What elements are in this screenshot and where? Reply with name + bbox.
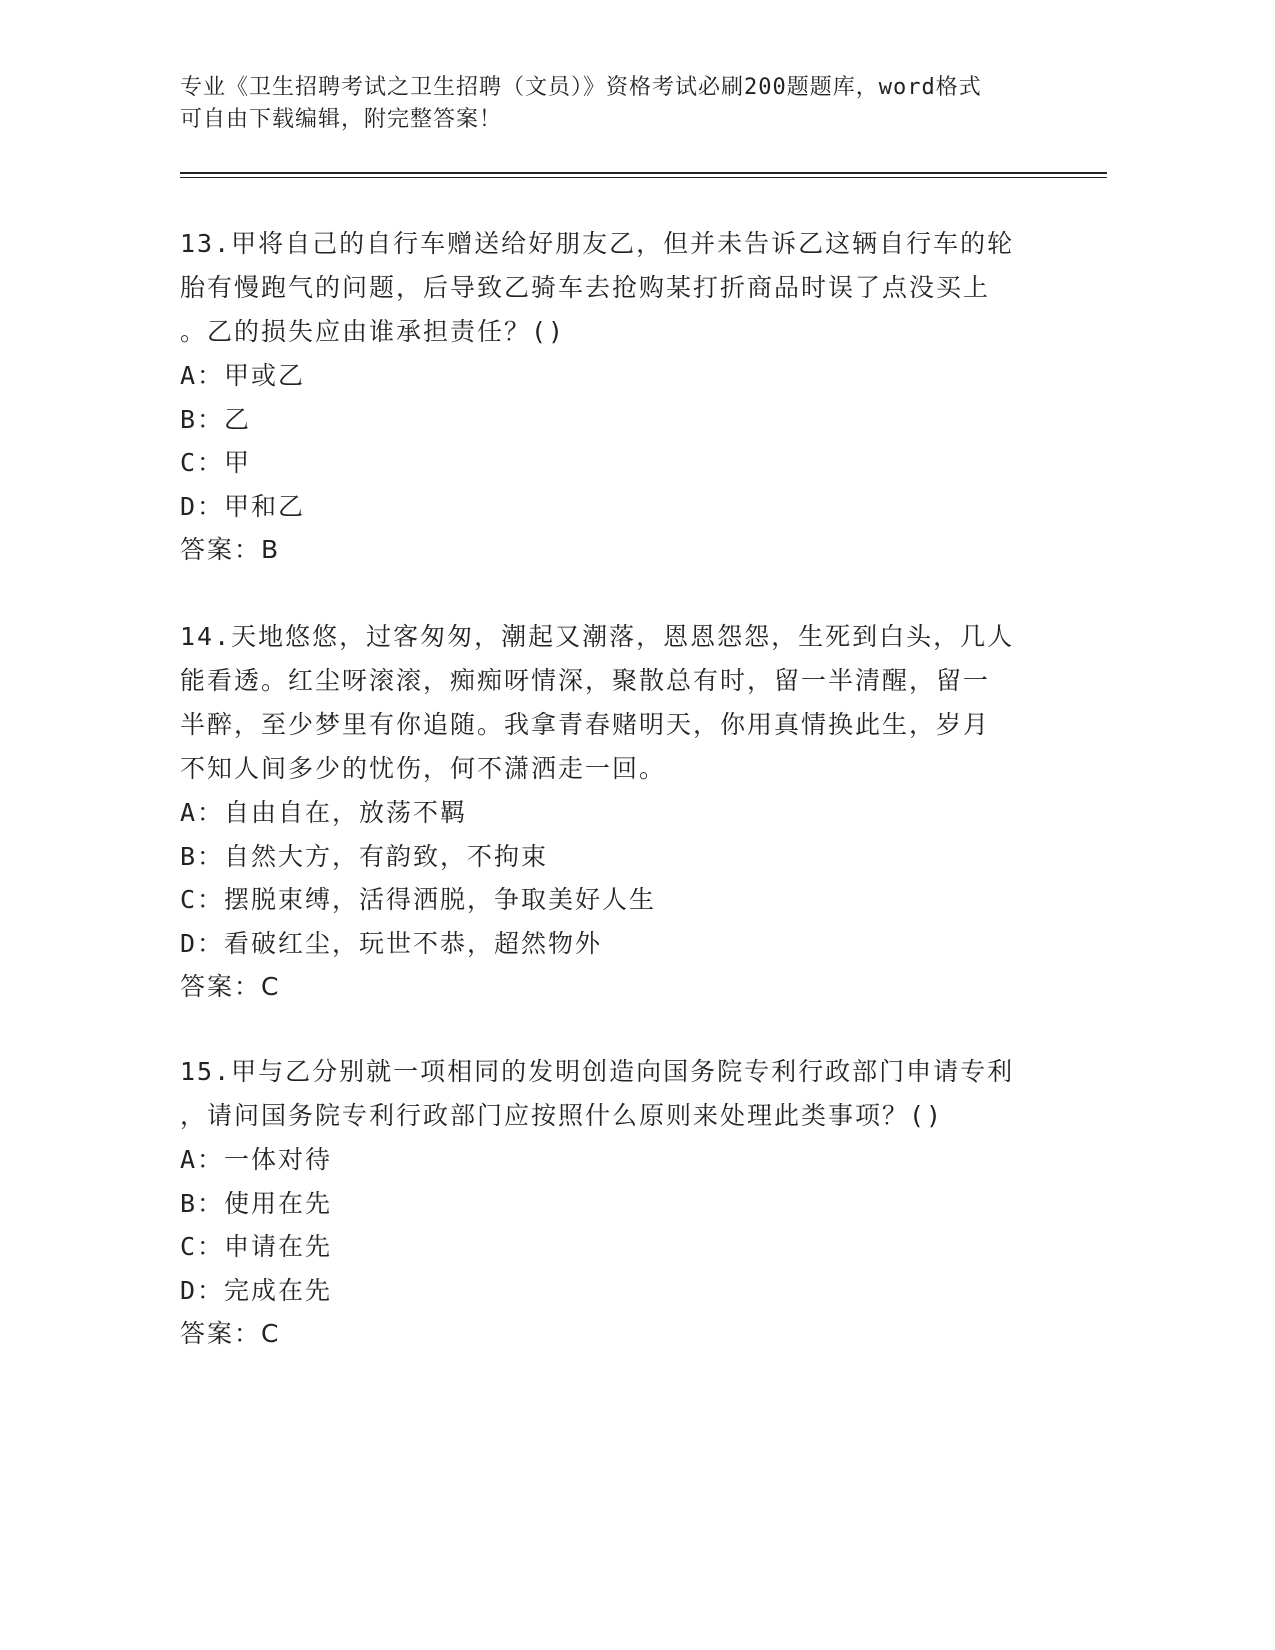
option-d: D：完成在先 bbox=[180, 1275, 333, 1305]
question-text-line: 半醉，至少梦里有你追随。我拿青春赌明天，你用真情换此生，岁月 bbox=[180, 710, 991, 739]
option-d: D：甲和乙 bbox=[180, 491, 306, 521]
header-divider-thin bbox=[180, 177, 1107, 178]
document-header bbox=[180, 72, 1040, 136]
option-b: B：使用在先 bbox=[180, 1188, 333, 1218]
option-a: A：自由自在，放荡不羁 bbox=[180, 798, 468, 827]
question-text-line: 15.甲与乙分别就一项相同的发明创造向国务院专利行政部门申请专利 bbox=[180, 1057, 1015, 1086]
question-text-line: 。乙的损失应由谁承担责任？() bbox=[180, 317, 566, 346]
option-c: C：摆脱束缚，活得洒脱，争取美好人生 bbox=[180, 885, 657, 914]
question-text-line: 13.甲将自己的自行车赠送给好朋友乙，但并未告诉乙这辆自行车的轮 bbox=[180, 229, 1015, 258]
question-15 bbox=[180, 1050, 1060, 1356]
question-text-line: ，请问国务院专利行政部门应按照什么原则来处理此类事项？() bbox=[180, 1101, 944, 1130]
option-c: C：甲 bbox=[180, 448, 252, 477]
question-14 bbox=[180, 615, 1060, 1009]
question-text-line: 14.天地悠悠，过客匆匆，潮起又潮落，恩恩怨怨，生死到白头，几人 bbox=[180, 622, 1015, 651]
header-divider bbox=[180, 172, 1107, 174]
option-b: B：乙 bbox=[180, 404, 252, 434]
option-a: A：甲或乙 bbox=[180, 361, 306, 390]
question-13 bbox=[180, 222, 1060, 572]
question-text-line: 能看透。红尘呀滚滚，痴痴呀情深，聚散总有时，留一半清醒，留一 bbox=[180, 666, 991, 695]
option-d: D：看破红尘，玩世不恭，超然物外 bbox=[180, 928, 603, 958]
option-b: B：自然大方，有韵致，不拘束 bbox=[180, 841, 549, 871]
question-text-line: 胎有慢跑气的问题，后导致乙骑车去抢购某打折商品时误了点没买上 bbox=[180, 273, 991, 302]
header-line-2: 可自由下载编辑，附完整答案！ bbox=[180, 107, 503, 132]
answer: 答案：C bbox=[180, 972, 281, 1001]
option-c: C：申请在先 bbox=[180, 1232, 333, 1261]
question-text-line: 不知人间多少的忧伤，何不潇洒走一回。 bbox=[180, 754, 667, 783]
answer: 答案：C bbox=[180, 1319, 281, 1348]
option-a: A：一体对待 bbox=[180, 1145, 333, 1174]
answer: 答案：B bbox=[180, 535, 281, 564]
header-line-1: 专业《卫生招聘考试之卫生招聘（文员）》资格考试必刷200题题库，word格式 bbox=[180, 75, 982, 100]
